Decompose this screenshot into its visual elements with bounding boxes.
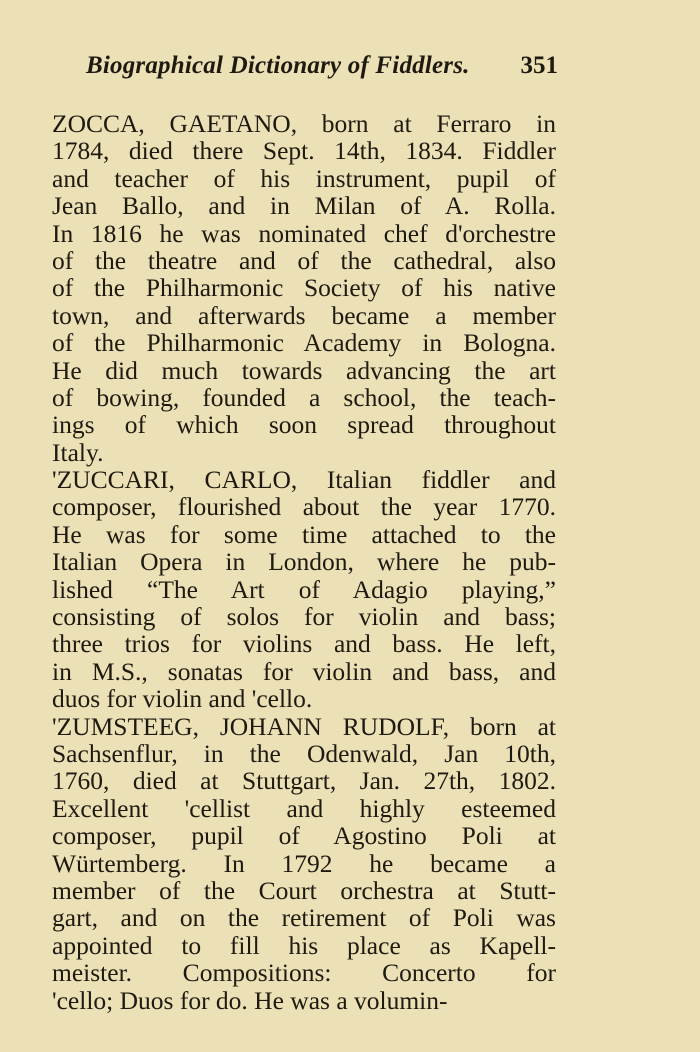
entry-line: duos for violin and 'cello. xyxy=(52,684,313,714)
entry-line: composer, flourished about the year 1770. xyxy=(52,492,556,522)
entry-line: Excellent 'cellist and highly esteemed xyxy=(52,793,556,823)
entry-line: 1784, died there Sept. 14th, 1834. Fiddler xyxy=(52,136,556,166)
entry-line: member of the Court orchestra at Stutt- xyxy=(52,875,556,905)
entry-line: lished “The Art of Adagio playing,” xyxy=(52,574,556,604)
page-number: 351 xyxy=(520,52,558,79)
entry-line: 'ZUCCARI, CARLO, Italian fiddler and xyxy=(52,465,556,495)
running-title: Biographical Dictionary of Fiddlers. xyxy=(86,52,470,79)
entry-line: Jean Ballo, and in Milan of A. Rolla. xyxy=(52,191,556,221)
entry-line: ZOCCA, GAETANO, born at Ferraro in xyxy=(52,109,556,138)
entry-line: and teacher of his instrument, pupil of xyxy=(52,163,556,193)
entry-line: Sachsenflur, in the Odenwald, Jan 10th, xyxy=(52,738,556,768)
entry-line: of the theatre and of the cathedral, also xyxy=(52,245,556,275)
entry-line: ings of which soon spread throughout xyxy=(52,410,556,440)
entry-line: three trios for violins and bass. He left, xyxy=(52,629,556,659)
entry-line: of the Philharmonic Society of his native xyxy=(52,273,556,303)
entry-line: of the Philharmonic Academy in Bologna. xyxy=(52,328,556,358)
entry-line: 'ZUMSTEEG, JOHANN RUDOLF, born at xyxy=(52,711,556,741)
entry-line: Würtemberg. In 1792 he became a xyxy=(52,848,556,878)
entry-line: 1760, died at Stuttgart, Jan. 27th, 1802. xyxy=(52,766,556,796)
entry-line: gart, and on the retirement of Poli was xyxy=(52,903,556,933)
entry-line: In 1816 he was nominated chef d'orchestre xyxy=(52,218,556,248)
entry-line: meister. Compositions: Concerto for xyxy=(52,958,556,988)
running-header xyxy=(86,52,558,80)
entry-line: town, and afterwards became a member xyxy=(52,300,556,330)
entry-line: 'cello; Duos for do. He was a volumin- xyxy=(52,985,448,1015)
entry-line: composer, pupil of Agostino Poli at xyxy=(52,821,556,851)
entry-line: in M.S., sonatas for violin and bass, and xyxy=(52,656,556,686)
entry-line: of bowing, founded a school, the teach- xyxy=(52,382,556,412)
body-text xyxy=(52,110,556,1014)
entry-line: Italian Opera in London, where he pub- xyxy=(52,547,556,577)
entry-line: He did much towards advancing the art xyxy=(52,355,556,385)
entry-line: consisting of solos for violin and bass; xyxy=(52,602,556,632)
entry-line: Italy. xyxy=(52,437,104,467)
entry-line: appointed to fill his place as Kapell- xyxy=(52,930,556,960)
entry-line: He was for some time attached to the xyxy=(52,519,556,549)
